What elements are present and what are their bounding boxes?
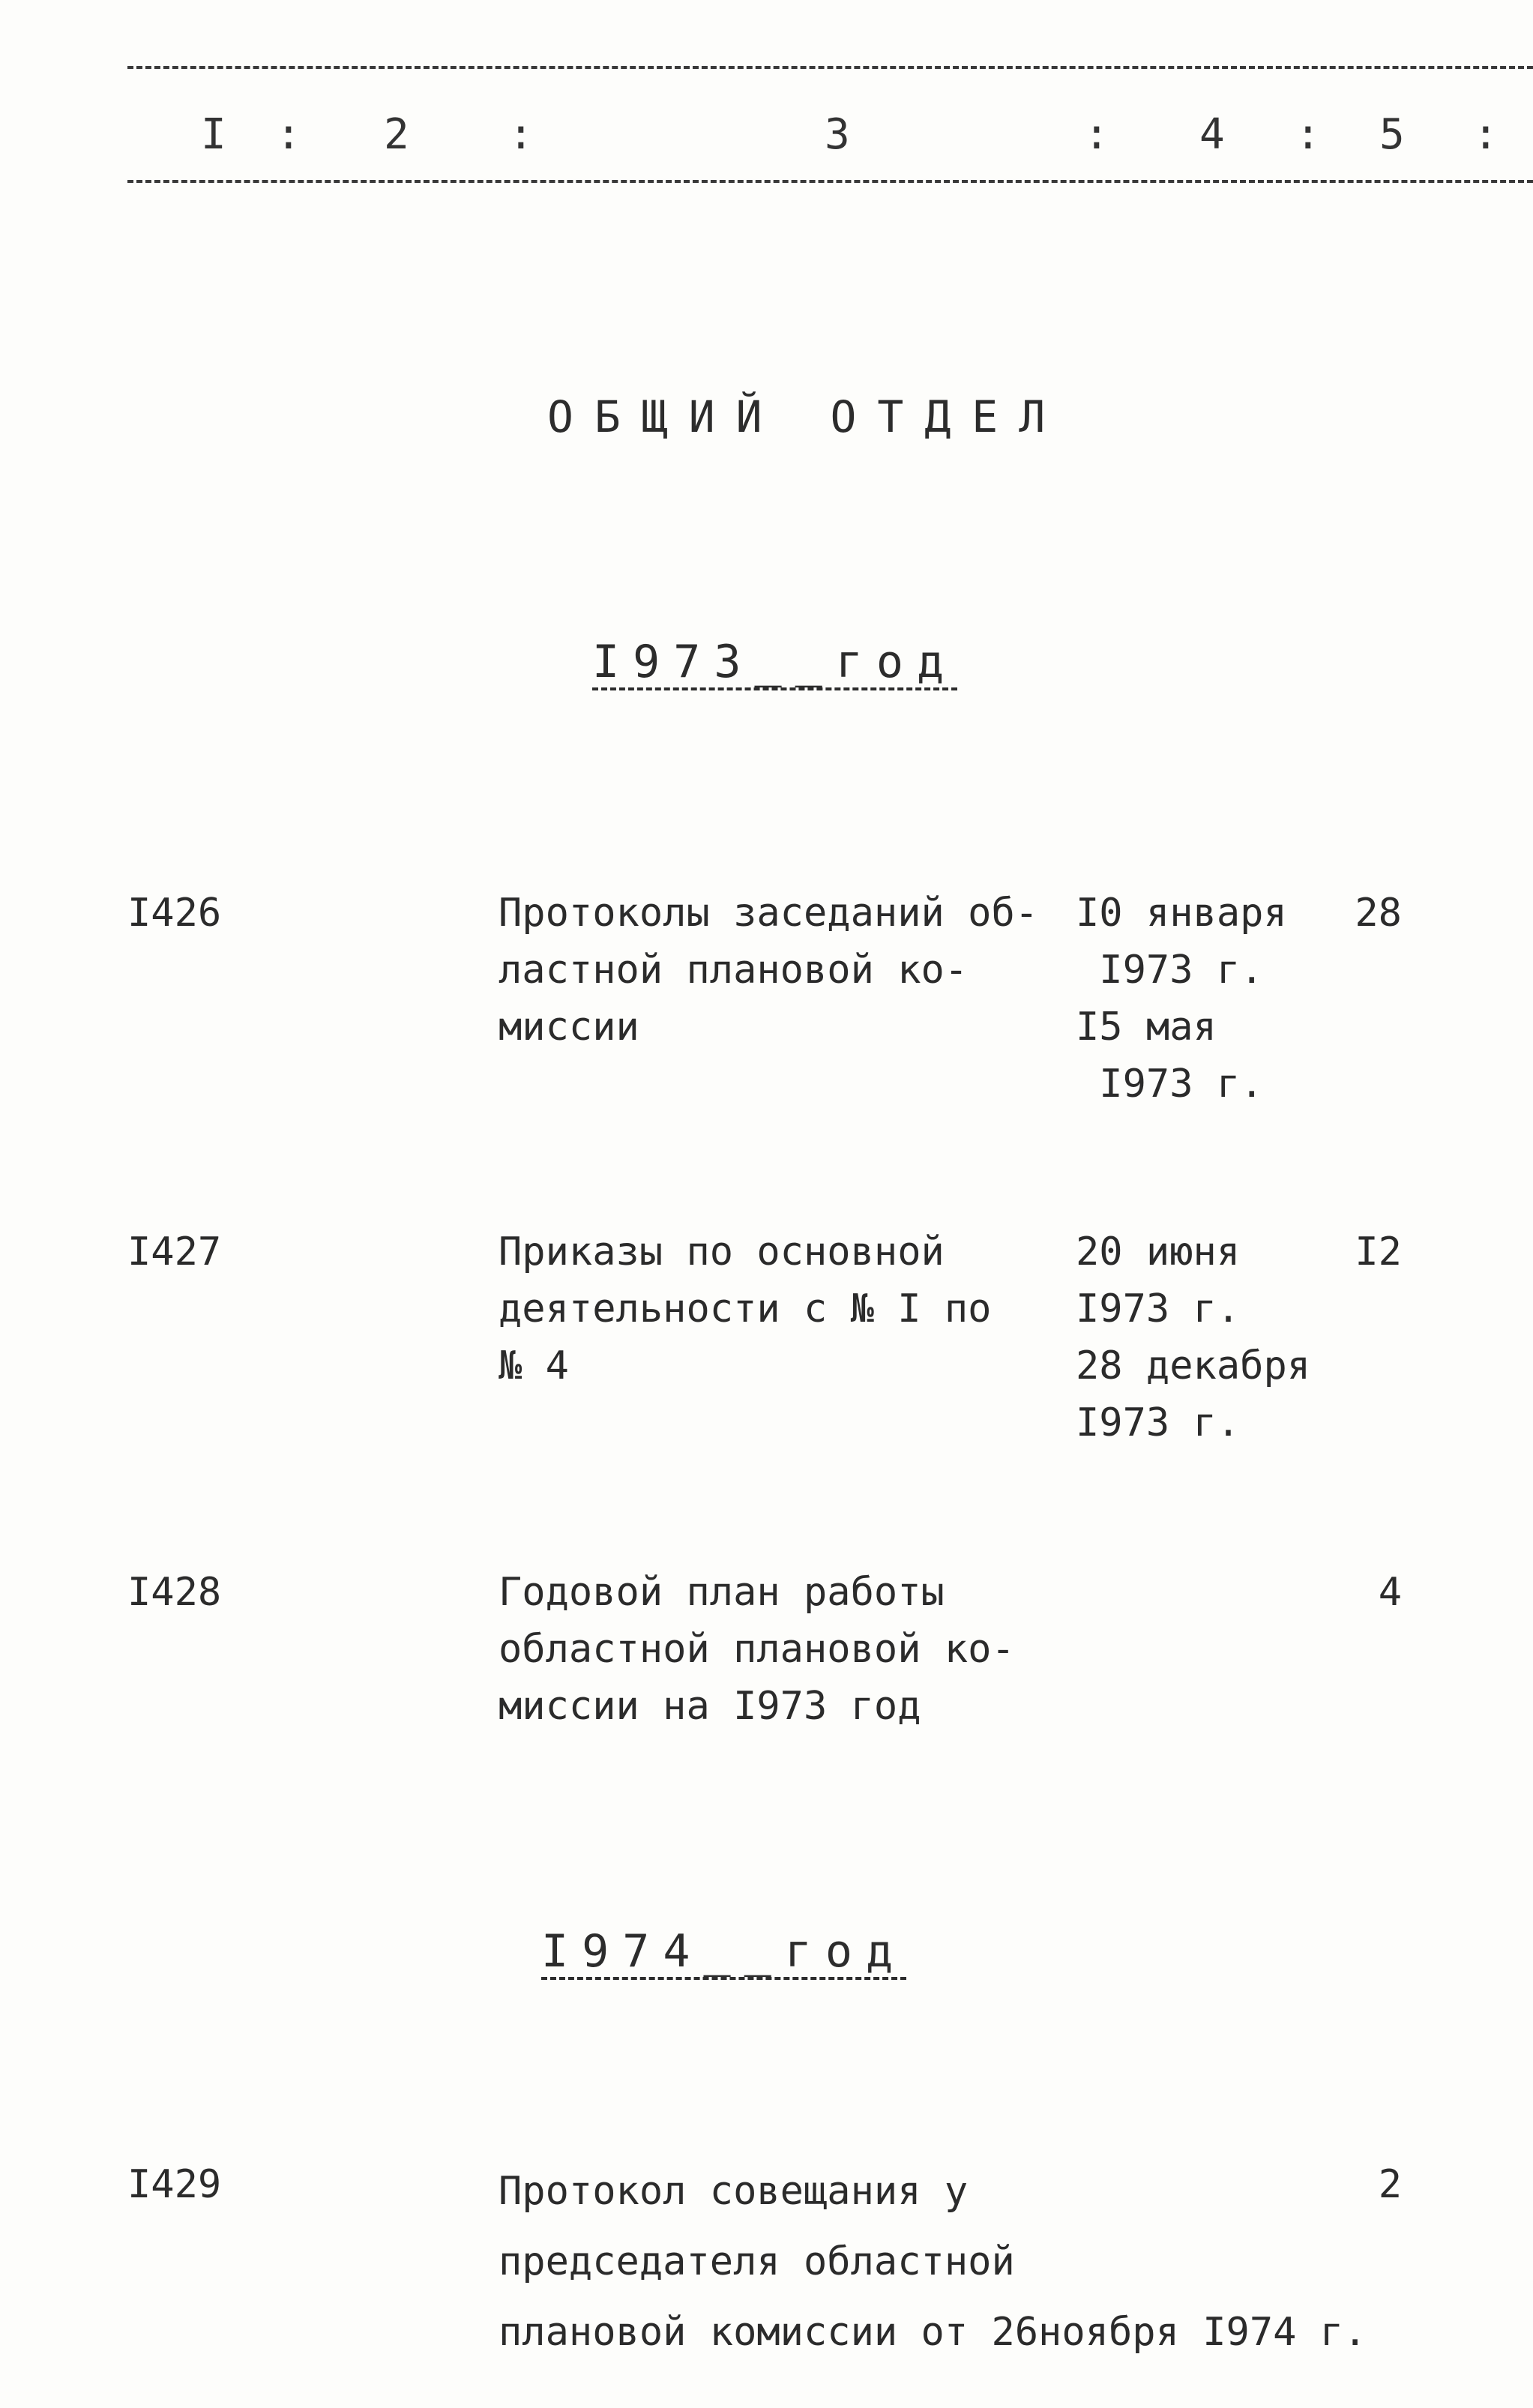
entry-title: Приказы по основной деятельности с № I по № 4: [499, 1229, 992, 1388]
entry-sheet-count: 28: [1355, 891, 1402, 936]
column-separator: :: [508, 110, 534, 159]
column-separator: :: [1295, 110, 1321, 159]
section-title: ОБЩИЙ ОТДЕЛ: [547, 391, 1067, 442]
column-header-2: 2: [384, 110, 409, 159]
entry-title: Протоколы заседаний об- ластной плановой ко- миссии: [499, 891, 1039, 1050]
column-header-4: 4: [1199, 110, 1225, 159]
header-top-rule: [127, 66, 1533, 69]
entry-title: Протокол совещания у председателя областной плановой комиссии от 26ноября I974 г.: [499, 2169, 1367, 2355]
entry-sheet-count: I2: [1355, 1229, 1402, 1274]
entry-dates: I0 января I973 г. I5 мая I973 г.: [1076, 891, 1287, 1107]
column-separator: :: [1473, 110, 1499, 159]
entry-sheet-count: 4: [1378, 1570, 1402, 1615]
column-header-3: 3: [825, 110, 850, 159]
year-heading-1973: I973__год: [592, 636, 958, 688]
entry-dates: 20 июня I973 г. 28 декабря I973 г.: [1076, 1229, 1311, 1445]
entry-number: I427: [127, 1229, 222, 1274]
column-separator: :: [1084, 110, 1109, 159]
year-heading-1974: I974__год: [541, 1925, 907, 1978]
column-separator: :: [276, 110, 301, 159]
header-bottom-rule: [127, 180, 1533, 183]
column-header-5: 5: [1379, 110, 1405, 159]
entry-title: Годовой план работы областной плановой ко- миссии на I973 год: [499, 1570, 1015, 1729]
entry-number: I429: [127, 2162, 222, 2207]
column-header-1: I: [201, 110, 226, 159]
entry-number: I426: [127, 891, 222, 936]
entry-sheet-count: 2: [1378, 2162, 1402, 2207]
entry-number: I428: [127, 1570, 222, 1615]
